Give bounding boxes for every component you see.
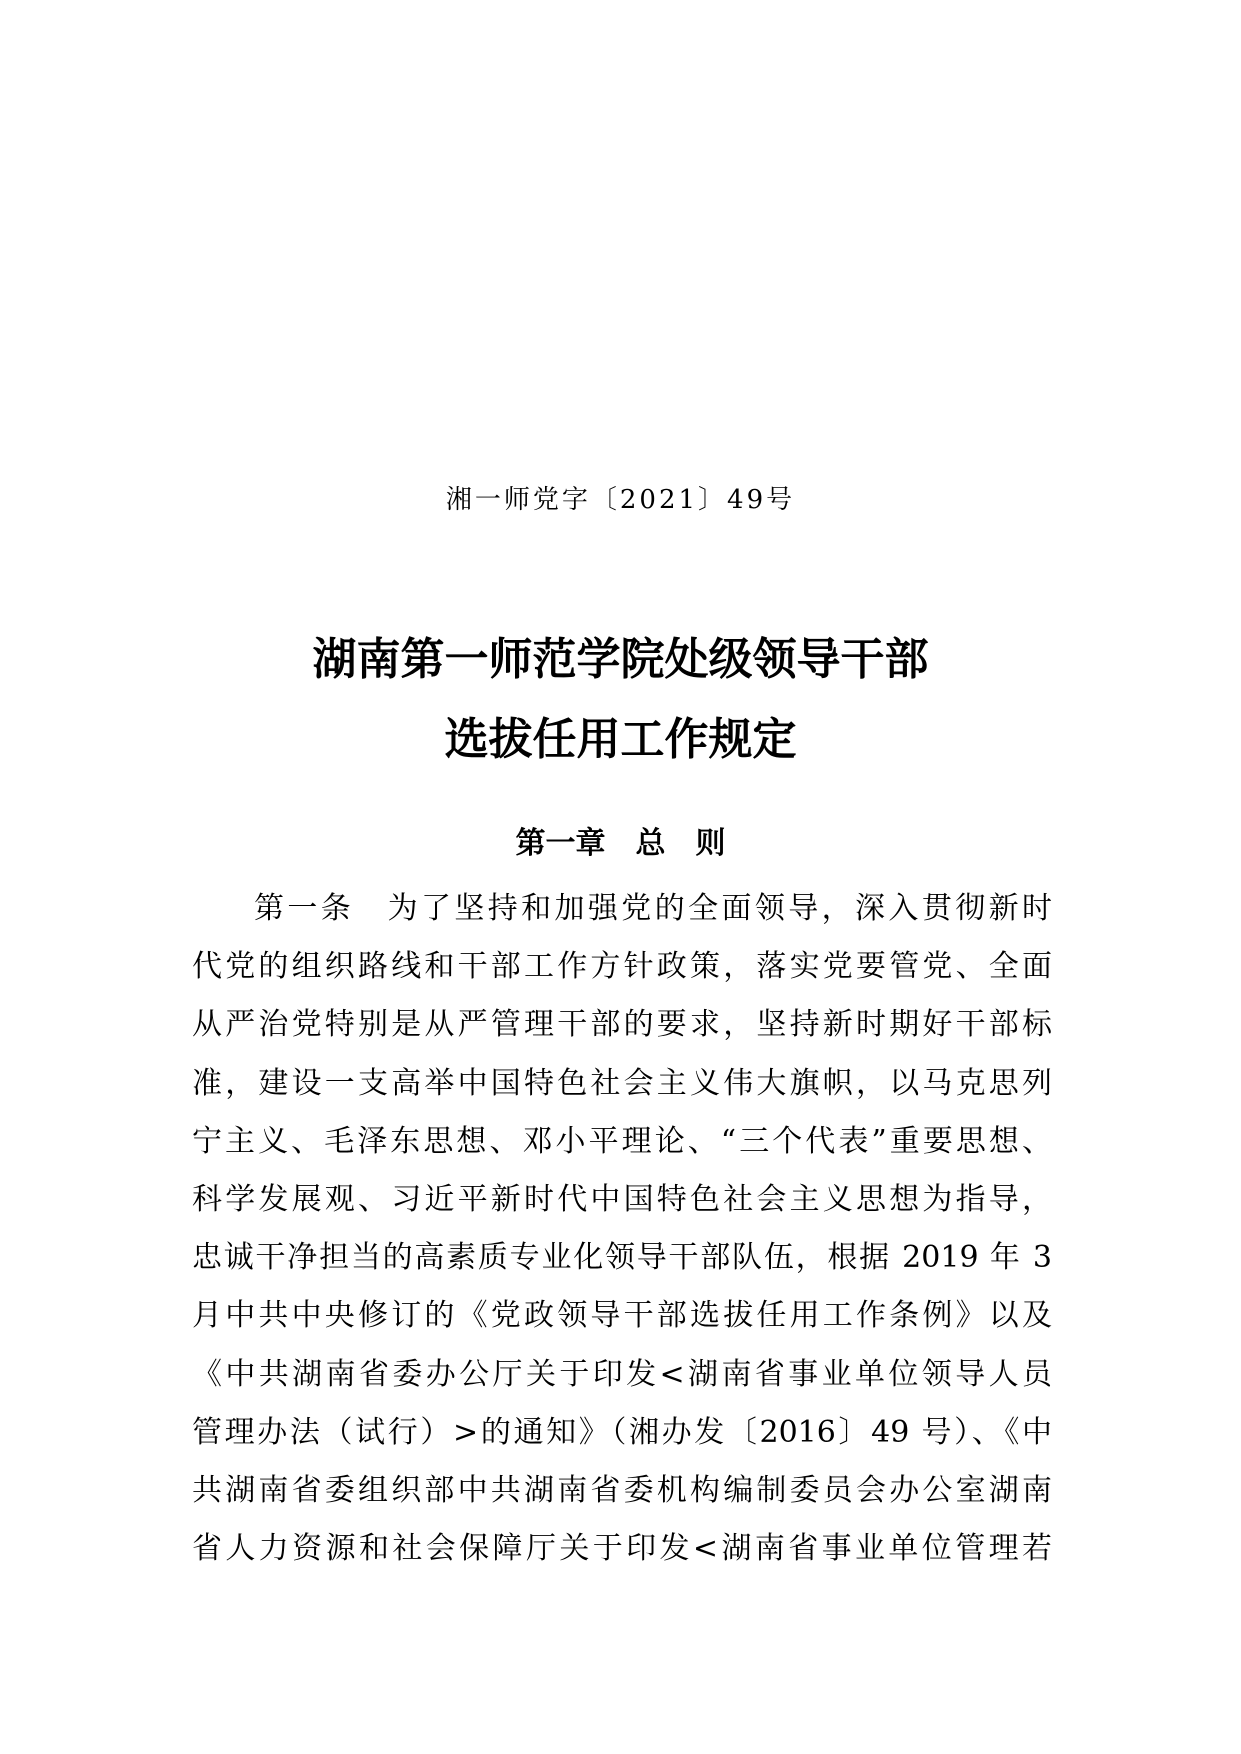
body-line: 科学发展观、习近平新时代中国特色社会主义思想为指导，	[192, 1181, 1052, 1217]
body-line: 《中共湖南省委办公厅关于印发<湖南省事业单位领导人员	[192, 1356, 1052, 1392]
body-line: 准，建设一支高举中国特色社会主义伟大旗帜，以马克思列	[192, 1065, 1052, 1101]
title-line-2: 选拔任用工作规定	[444, 714, 797, 765]
body-line: 共湖南省委组织部中共湖南省委机构编制委员会办公室湖南	[192, 1472, 1052, 1508]
document-number: 湘一师党字〔2021〕49号	[445, 485, 796, 515]
title-line-1: 湖南第一师范学院处级领导干部	[312, 634, 929, 685]
body-line: 宁主义、毛泽东思想、邓小平理论、“三个代表”重要思想、	[192, 1123, 1052, 1159]
article-body	[192, 880, 1052, 1578]
body-line: 从严治党特别是从严管理干部的要求，坚持新时期好干部标	[192, 1007, 1052, 1043]
body-line: 忠诚干净担当的高素质专业化领导干部队伍，根据 2019 年 3	[192, 1240, 1052, 1276]
chapter-heading: 第一章 总 则	[515, 826, 726, 861]
document-title	[0, 620, 1241, 780]
body-line: 省人力资源和社会保障厅关于印发<湖南省事业单位管理若	[192, 1531, 1052, 1567]
body-line: 月中共中央修订的《党政领导干部选拔任用工作条例》以及	[192, 1298, 1052, 1334]
body-line: 第一条 为了坚持和加强党的全面领导，深入贯彻新时	[254, 891, 1052, 926]
body-line: 管理办法（试行）>的通知》（湘办发〔2016〕49 号）、《中	[192, 1414, 1052, 1450]
body-line: 代党的组织路线和干部工作方针政策，落实党要管党、全面	[192, 949, 1052, 985]
